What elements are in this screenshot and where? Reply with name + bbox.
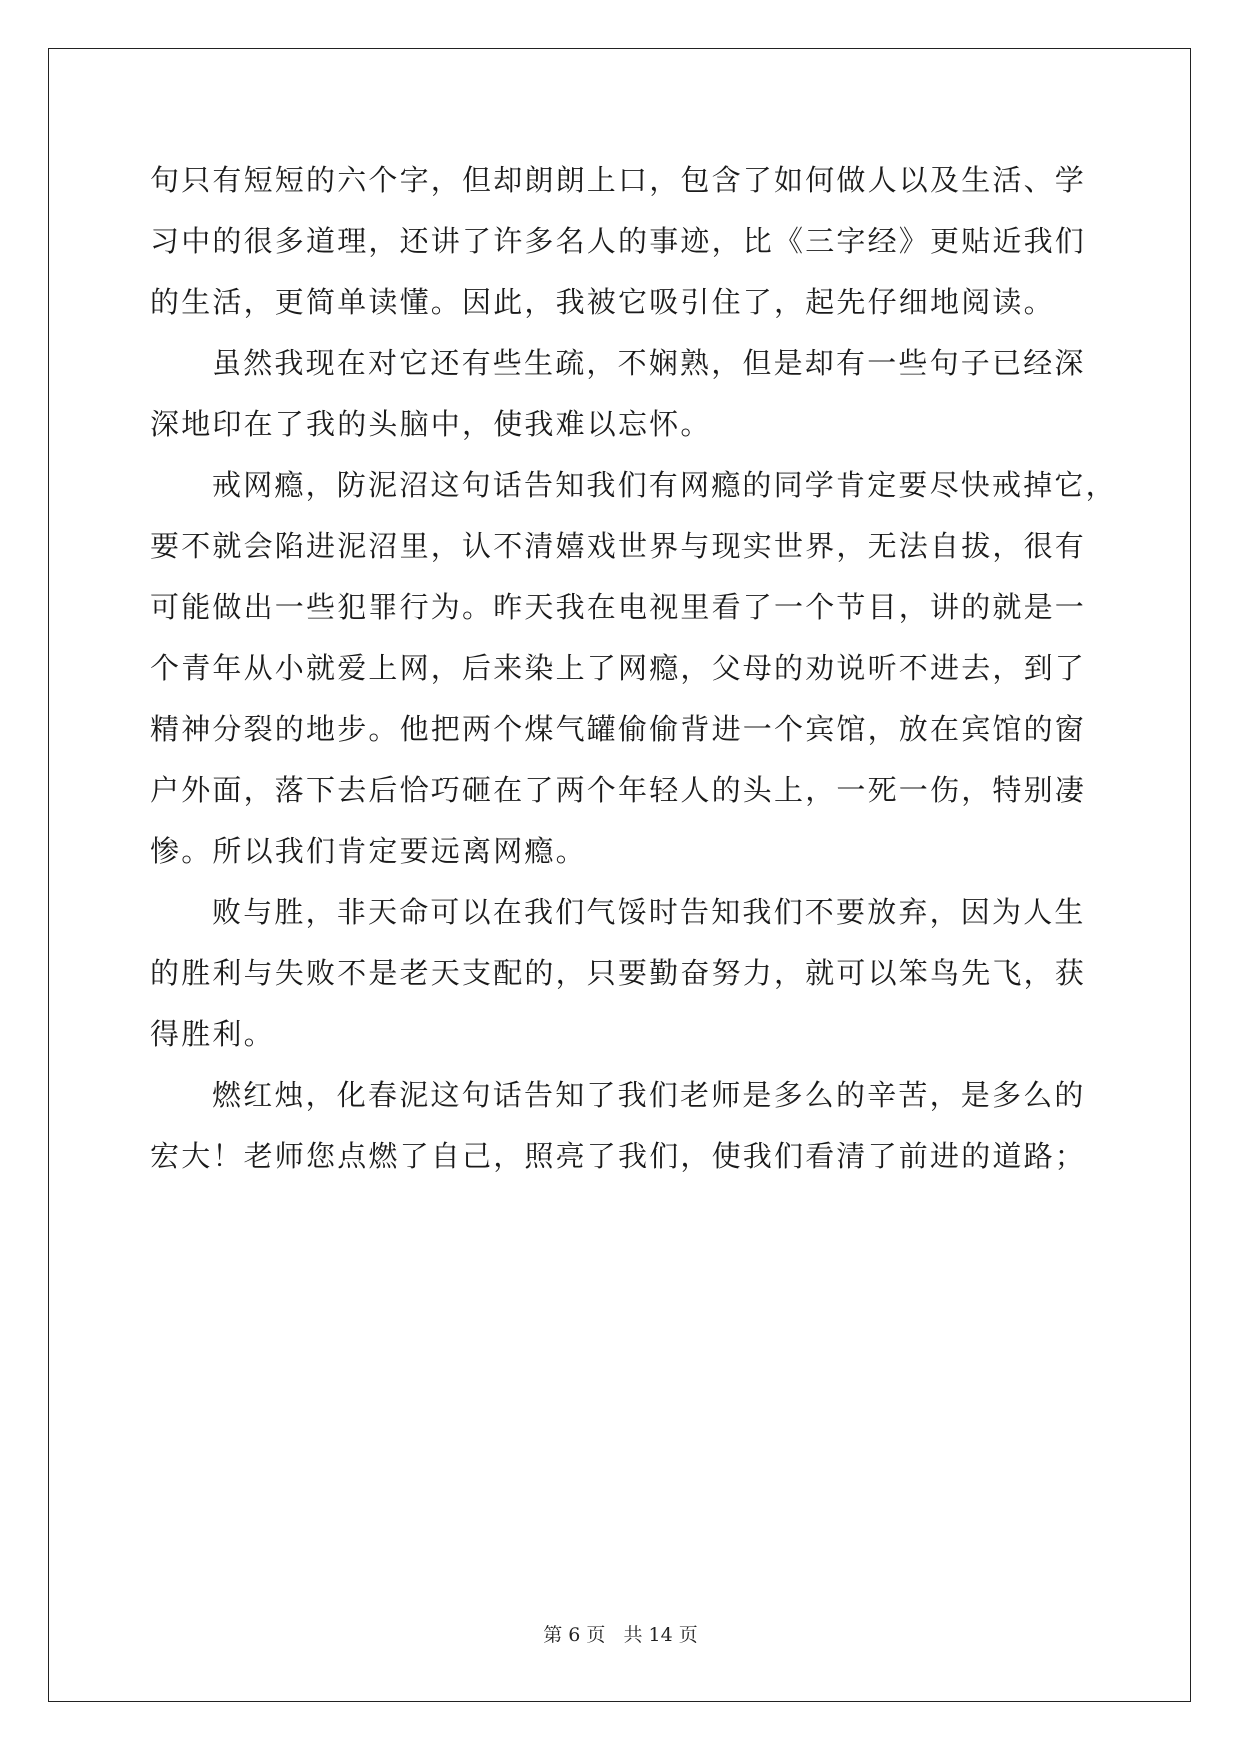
text-line: 的胜利与失败不是老天支配的，只要勤奋努力，就可以笨鸟先飞，获: [150, 956, 1087, 990]
text-line: 户外面，落下去后恰巧砸在了两个年轻人的头上，一死一伤，特别凄: [150, 773, 1087, 807]
document-body: [150, 160, 1117, 1197]
page-footer: [0, 1620, 1241, 1647]
text-line: 的生活，更简单读懂。因此，我被它吸引住了，起先仔细地阅读。: [150, 285, 1055, 319]
paragraph-start-line: 虽然我现在对它还有些生疏，不娴熟，但是却有一些句子已经深: [212, 346, 1086, 380]
paragraph-start-line: 戒网瘾，防泥沼这句话告知我们有网瘾的同学肯定要尽快戒掉它，: [212, 468, 1117, 502]
text-line: 得胜利。: [150, 1017, 275, 1051]
paragraph-start-line: 败与胜，非天命可以在我们气馁时告知我们不要放弃，因为人生: [212, 895, 1086, 929]
page-total: 共 14 页: [623, 1624, 698, 1646]
paragraph-start-line: 燃红烛，化春泥这句话告知了我们老师是多么的辛苦，是多么的: [212, 1078, 1086, 1112]
text-line: 深地印在了我的头脑中，使我难以忘怀。: [150, 407, 712, 441]
text-line: 句只有短短的六个字，但却朗朗上口，包含了如何做人以及生活、学: [150, 163, 1087, 197]
page-number: 第 6 页: [543, 1624, 606, 1646]
text-line: 要不就会陷进泥沼里，认不清嬉戏世界与现实世界，无法自拔，很有: [150, 529, 1087, 563]
text-line: 精神分裂的地步。他把两个煤气罐偷偷背进一个宾馆，放在宾馆的窗: [150, 712, 1087, 746]
text-line: 习中的很多道理，还讲了许多名人的事迹，比《三字经》更贴近我们: [150, 224, 1087, 258]
text-line: 宏大！老师您点燃了自己，照亮了我们，使我们看清了前进的道路；: [150, 1139, 1087, 1173]
text-line: 个青年从小就爱上网，后来染上了网瘾，父母的劝说听不进去，到了: [150, 651, 1087, 685]
text-line: 可能做出一些犯罪行为。昨天我在电视里看了一个节目，讲的就是一: [150, 590, 1087, 624]
text-line: 惨。所以我们肯定要远离网瘾。: [150, 834, 587, 868]
